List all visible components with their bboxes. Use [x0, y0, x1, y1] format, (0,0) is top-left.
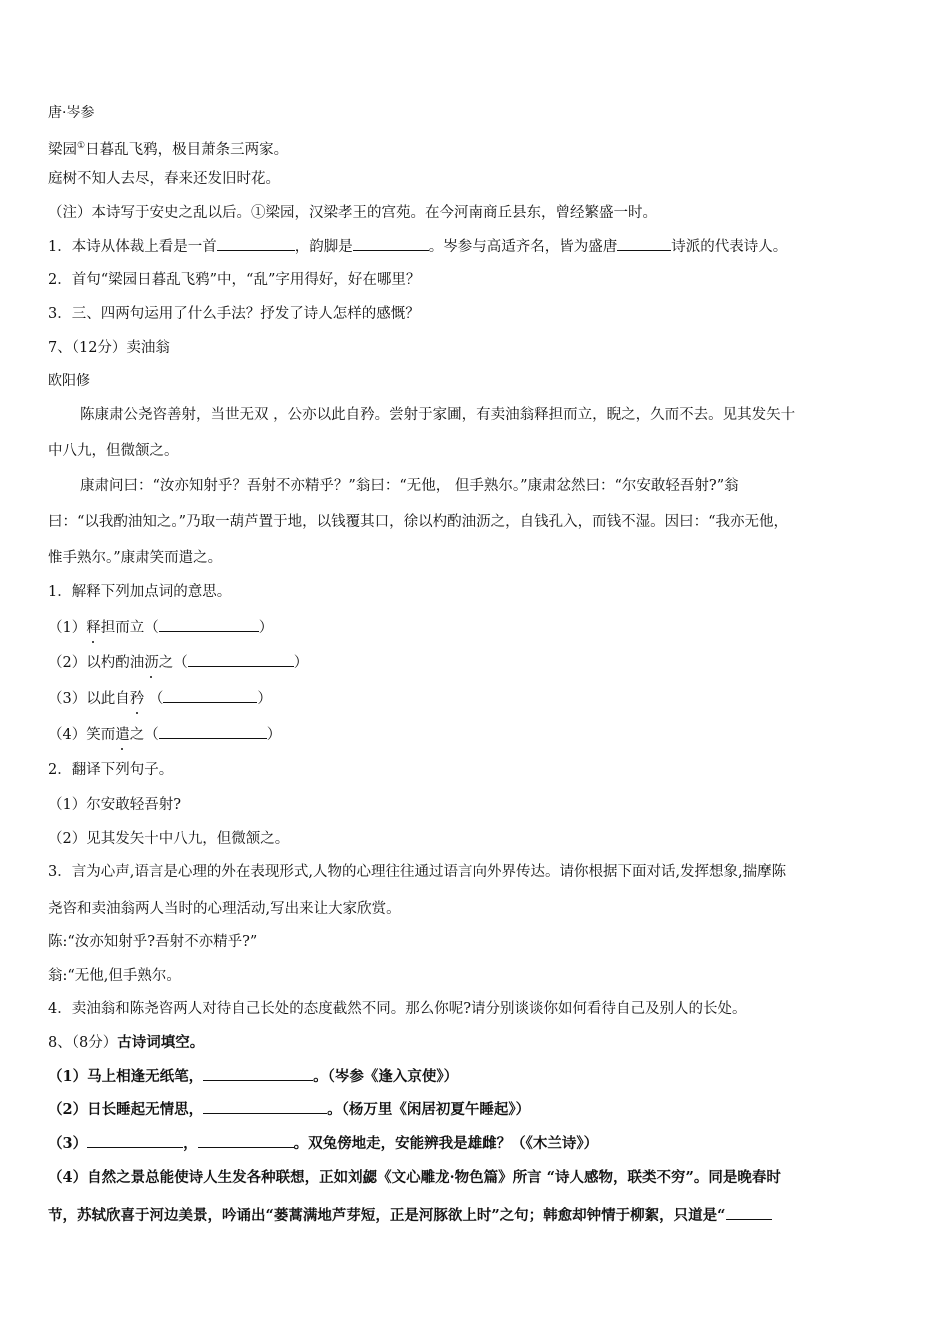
fill-1-text: （1）马上相逢无纸笔，: [48, 1068, 204, 1085]
fill-item-1: [48, 1066, 914, 1087]
passage-p1-line-2: 中八九，但微颔之。: [48, 443, 179, 459]
poem-question-3: 3．三、四两句运用了什么手法？抒发了诗人怎样的感慨？: [48, 306, 420, 322]
s7-question-3-line-2: 尧咨和卖油翁两人当时的心理活动,写出来让大家欣赏。: [48, 901, 401, 917]
poem-line-1: [48, 136, 914, 160]
word-item-4: [48, 724, 914, 745]
word-2-close: ）: [293, 655, 309, 671]
poem-author-line: 唐·岑参: [48, 105, 95, 121]
poem-line-1-rest: 日暮乱飞鸦，极目萧条三两家。: [85, 141, 289, 158]
answer-blank-fill-1[interactable]: [203, 1066, 313, 1081]
fill-3-prefix: （3）: [48, 1135, 88, 1152]
dotted-word-3: 矜: [129, 691, 145, 707]
word-3-prefix: （3）以此自: [48, 691, 130, 707]
fill-3-rest: 。双兔傍地走，安能辨我是雄雌？（《木兰诗》）: [293, 1135, 599, 1152]
poem-question-2: 2．首句“梁园日暮乱飞鸦”中，“乱”字用得好，好在哪里？: [48, 272, 421, 288]
word-2-prefix: （2）以杓酌油: [48, 655, 145, 671]
passage-p2-line-2: 曰：“以我酌油知之。”乃取一葫芦置于地，以钱覆其口，徐以杓酌油沥之，自钱孔入，而钱不湿。因曰：“我亦无他，: [48, 514, 788, 530]
fill-3-comma: ，: [183, 1135, 198, 1152]
section-8-heading: 古诗词填空。: [117, 1034, 205, 1051]
word-3-close: ）: [257, 691, 272, 707]
word-4-rest: 之（: [129, 727, 159, 743]
word-4-close: ）: [266, 727, 282, 743]
answer-blank-school[interactable]: [617, 236, 671, 251]
section-7-author: 欧阳修: [48, 373, 90, 389]
dotted-word-2: 沥: [144, 655, 159, 671]
word-item-1: [48, 617, 914, 638]
passage-p1-line-1: 陈康肃公尧咨善射，当世无双 ，公亦以此自矜。尝射于家圃，有卖油翁释担而立，睨之，久而不去。见其发矢十: [80, 407, 796, 423]
translate-item-2: （2）见其发矢十中八九，但微颔之。: [48, 831, 290, 847]
q1-part-a: 1．本诗从体裁上看是一首: [48, 239, 217, 255]
dialogue-chen: 陈:“汝亦知射乎?吾射不亦精乎?”: [48, 934, 258, 950]
passage-p2-line-3: 惟手熟尔。”康肃笑而遣之。: [48, 550, 223, 566]
s7-question-3-line-1: 3．言为心声,语言是心理的外在表现形式,人物的心理往往通过语言向外界传达。请你根据下面对话,发挥想象,揣摩陈: [48, 864, 787, 880]
translate-item-1: （1）尔安敢轻吾射?: [48, 797, 181, 813]
fill-item-2: [48, 1099, 914, 1120]
word-2-rest: 之（: [158, 655, 188, 671]
word-item-2: [48, 652, 914, 673]
q1-part-d: 诗派的代表诗人。: [671, 239, 788, 255]
poem-note: （注）本诗写于安史之乱以后。①梁园，汉梁孝王的宫苑。在今河南商丘县东，曾经繁盛一时。: [48, 205, 657, 221]
word-1-rest: 担而立（: [100, 620, 159, 636]
fill-item-3: [48, 1133, 914, 1154]
poem-line-1-start: 梁园: [48, 141, 77, 158]
dialogue-weng: 翁:“无他,但手熟尔。: [48, 968, 181, 984]
fill-4-text: 节，苏轼欣喜于河边美景，吟诵出“蒌蒿满地芦芽短，正是河豚欲上时”之句；韩愈却钟情于柳絮，只道是“: [48, 1207, 726, 1224]
section-8-title: [48, 1033, 914, 1053]
word-item-3: [48, 688, 914, 709]
answer-blank-fill-4[interactable]: [726, 1205, 772, 1220]
passage-p2-line-1: 康肃问曰：“汝亦知射乎？吾射不亦精乎？”翁曰：“无他， 但手熟尔。”康肃忿然曰：“尔安敢轻吾射?”翁: [80, 478, 739, 494]
section-7-title: 7、（12分）卖油翁: [48, 340, 170, 356]
s7-question-1: 1．解释下列加点词的意思。: [48, 584, 232, 600]
fill-1-source: 。（岑参《逢入京使》）: [313, 1068, 459, 1085]
fill-2-source: 。（杨万里《闲居初夏午睡起》）: [327, 1101, 531, 1118]
answer-blank-word-4[interactable]: [159, 724, 267, 739]
answer-blank-word-2[interactable]: [188, 652, 294, 667]
s7-question-2: 2．翻译下列句子。: [48, 762, 174, 778]
word-4-prefix: （4）笑而: [48, 727, 116, 743]
footnote-marker: ①: [77, 141, 86, 151]
fill-item-4-line-2: [48, 1205, 914, 1226]
answer-blank-fill-3a[interactable]: [87, 1133, 183, 1148]
poem-question-1: [48, 236, 914, 257]
word-3-rest: （: [144, 691, 164, 707]
answer-blank-genre[interactable]: [217, 236, 295, 251]
answer-blank-word-1[interactable]: [159, 617, 259, 632]
word-1-prefix: （1）: [48, 620, 87, 636]
answer-blank-word-3[interactable]: [163, 688, 257, 703]
dotted-word-4: 遣: [115, 727, 130, 743]
poem-line-2: 庭树不知人去尽，春来还发旧时花。: [48, 171, 280, 187]
answer-blank-fill-3b[interactable]: [198, 1133, 294, 1148]
answer-blank-rhyme[interactable]: [353, 236, 429, 251]
s7-question-4: 4．卖油翁和陈尧咨两人对待自己长处的态度截然不同。那么你呢?请分别谈谈你如何看待自己及别人的长处。: [48, 1001, 747, 1017]
answer-blank-fill-2[interactable]: [203, 1099, 327, 1114]
word-1-close: ）: [258, 620, 274, 636]
dotted-word-1: 释: [86, 620, 101, 636]
section-8-score: 8、（8分）: [48, 1035, 118, 1051]
q1-part-b: ，韵脚是: [294, 239, 353, 255]
q1-part-c: 。岑参与高适齐名，皆为盛唐: [428, 239, 618, 255]
fill-2-text: （2）日长睡起无情思，: [48, 1101, 204, 1118]
fill-item-4-line-1: （4）自然之景总能使诗人生发各种联想，正如刘勰《文心雕龙·物色篇》所言 “诗人感物，联类不穷”。同是晚春时: [48, 1169, 781, 1186]
